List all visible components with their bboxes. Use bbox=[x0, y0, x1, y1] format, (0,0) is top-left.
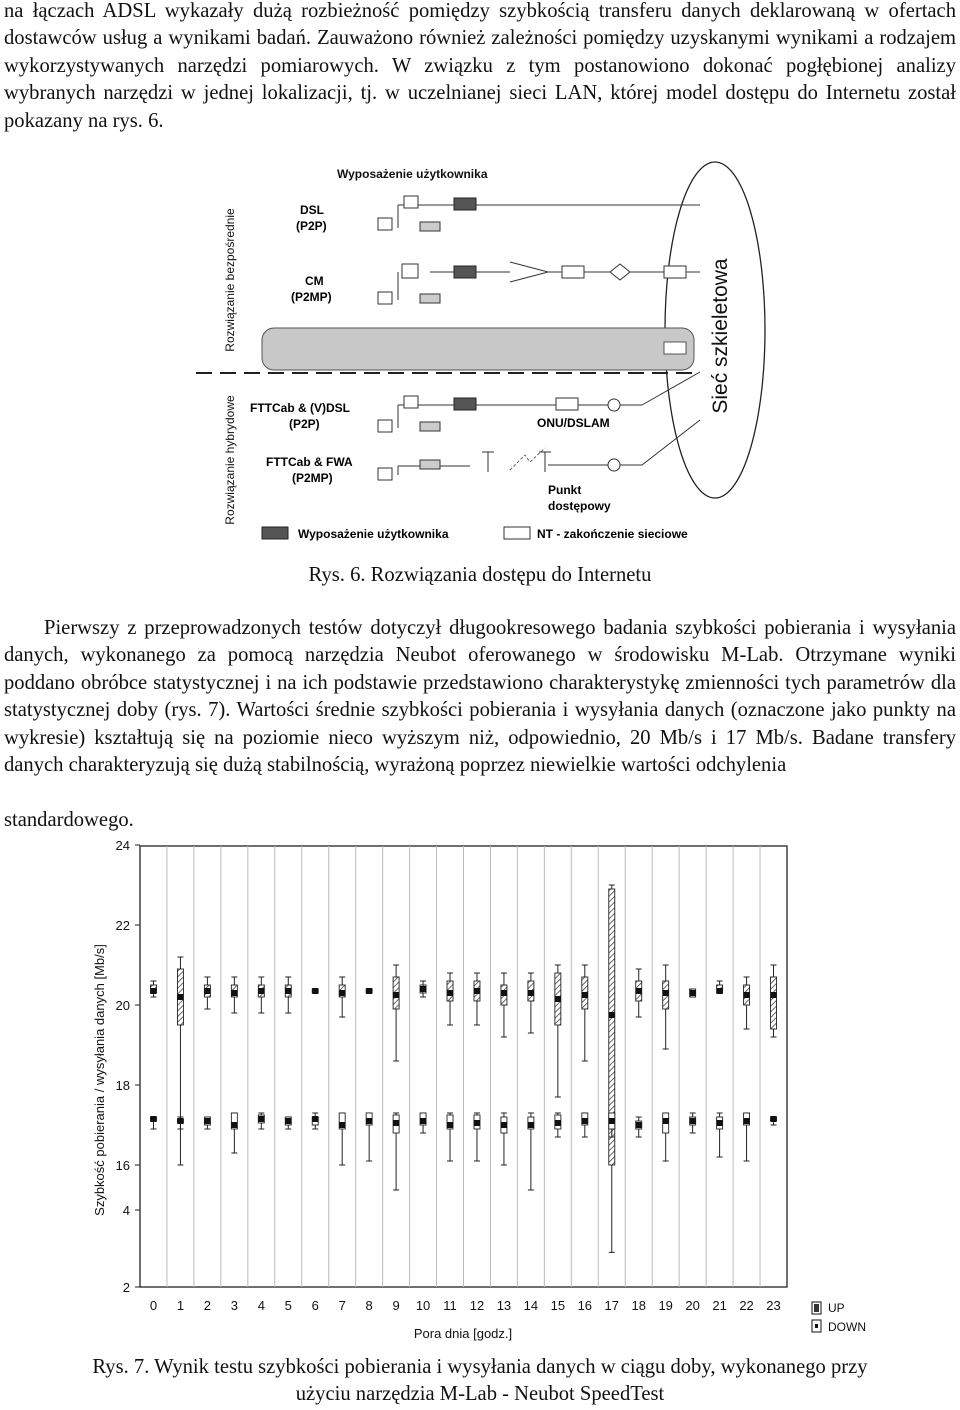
phone-icon bbox=[404, 196, 418, 208]
cm-pc-icon bbox=[378, 292, 392, 304]
up-mean-point bbox=[150, 988, 156, 994]
ap-antenna-icon bbox=[539, 452, 551, 472]
legend-up-swatch-fill bbox=[814, 1304, 819, 1312]
hybrid-solution-label: Rozwiązanie hybrydowe bbox=[223, 395, 237, 525]
legend-down-label: DOWN bbox=[828, 1320, 866, 1334]
x-tick-label: 3 bbox=[230, 1298, 238, 1313]
ap-circle bbox=[608, 459, 620, 471]
down-mean-point bbox=[717, 1120, 723, 1126]
fttcab-fwa-label: FTTCab & FWA bbox=[266, 455, 353, 469]
down-mean-point bbox=[312, 1116, 318, 1122]
fwa-pc-icon bbox=[378, 468, 392, 480]
figure7-caption-line2: użyciu narzędzia M-Lab - Neubot SpeedTest bbox=[295, 1383, 665, 1405]
down-mean-point bbox=[339, 1122, 345, 1128]
down-mean-point bbox=[285, 1118, 291, 1124]
access-point-label: Punkt bbox=[548, 483, 582, 497]
y-tick-label: 24 bbox=[115, 838, 130, 853]
cm-nt-box bbox=[562, 266, 584, 278]
speed-boxplot-chart bbox=[80, 835, 890, 1350]
x-tick-label: 20 bbox=[685, 1298, 700, 1313]
up-mean-point bbox=[339, 990, 345, 996]
up-mean-point bbox=[231, 990, 237, 996]
y-tick-label: 18 bbox=[115, 1078, 130, 1093]
x-tick-label: 12 bbox=[469, 1298, 485, 1313]
down-mean-point bbox=[393, 1120, 399, 1126]
down-mean-point bbox=[528, 1122, 534, 1128]
splitter-icon bbox=[454, 198, 476, 210]
down-mean-point bbox=[501, 1122, 507, 1128]
x-tick-label: 15 bbox=[550, 1298, 566, 1313]
x-tick-label: 21 bbox=[712, 1298, 727, 1313]
x-tick-label: 18 bbox=[631, 1298, 646, 1313]
fttcab-vdsl-label: FTTCab & (V)DSL bbox=[250, 401, 350, 415]
cm-diamond bbox=[610, 264, 630, 280]
up-mean-point bbox=[717, 988, 723, 994]
up-mean-point bbox=[690, 990, 696, 996]
up-mean-point bbox=[177, 994, 183, 1000]
up-mean-point bbox=[663, 990, 669, 996]
cm-sub-label: (P2MP) bbox=[291, 290, 332, 304]
down-mean-point bbox=[744, 1118, 750, 1124]
legend-user-label: Wyposażenie użytkownika bbox=[298, 527, 449, 541]
y-tick-label: 16 bbox=[115, 1158, 130, 1173]
x-tick-label: 1 bbox=[176, 1298, 185, 1313]
x-tick-label: 8 bbox=[365, 1298, 373, 1313]
grey-band bbox=[262, 328, 694, 370]
modem-icon bbox=[420, 222, 440, 231]
x-tick-label: 4 bbox=[257, 1298, 265, 1313]
fttcab-fwa-sub-label: (P2MP) bbox=[292, 471, 333, 485]
dsl-sub-label: (P2P) bbox=[296, 219, 327, 233]
fttcab-vdsl-sub-label: (P2P) bbox=[289, 417, 320, 431]
down-mean-point bbox=[555, 1120, 561, 1126]
up-mean-point bbox=[474, 988, 480, 994]
chart-xlabel: Pora dnia [godz.] bbox=[413, 1326, 513, 1341]
down-mean-point bbox=[204, 1118, 210, 1124]
body-paragraph bbox=[4, 615, 956, 779]
legend-nt-swatch bbox=[504, 527, 530, 539]
x-tick-label: 11 bbox=[443, 1298, 457, 1313]
figure7-caption-line1: Rys. 7. Wynik testu szybkości pobierania i wysyłania danych w ciągu doby, wykonanego przy bbox=[92, 1356, 868, 1378]
onu-circle bbox=[608, 399, 620, 411]
up-mean-point bbox=[528, 990, 534, 996]
x-tick-label: 0 bbox=[149, 1298, 158, 1313]
up-mean-point bbox=[366, 988, 372, 994]
up-mean-point bbox=[771, 992, 777, 998]
x-tick-label: 5 bbox=[284, 1298, 292, 1313]
top-user-equipment-label: Wyposażenie użytkownika bbox=[337, 167, 488, 181]
down-mean-point bbox=[177, 1118, 183, 1124]
up-mean-point bbox=[555, 996, 561, 1002]
vdsl-modem-icon bbox=[420, 422, 440, 431]
down-mean-point bbox=[690, 1118, 696, 1124]
intro-paragraph: na łączach ADSL wykazały dużą rozbieżność pomiędzy szybkością transferu danych deklarowaną w ofertach dostawców usług a wynikami badań. Zauważono również zależności pomiędzy uzyskanymi wynikami a rodzajem wykorzystywanych narzędzi pomiarowych. W związku z tym postanowiono dokonać pogłębionej analizy wybranych narzędzi w jednej lokalizacji, tj. w uczelnianej sieci LAN, której model dostępu do Internetu został pokazany na rys. 6. bbox=[4, 0, 956, 132]
body-paragraph-text: Pierwszy z przeprowadzonych testów dotyczył długookresowego badania szybkości pobierania i wysyłania danych, wykonanego za pomocą narzędzia Neubot oferowanego w środowisku M-Lab. Otrzymane wyniki poddano obróbce statystycznej i na ich podstawie przedstawiono charakterystykę zmienności tych parametrów dla statystycznej doby (rys. 7). Wartości średnie szybkości pobierania i wysyłania danych (oznaczone jako punkty na wykresie) kształtują się na poziomie nieco wyższym niż, odpowiednio, 20 Mb/s i 17 Mb/s. Badane transfery danych charakteryzują się dużą stabilnością, wyrażoną poprzez niewielkie wartości odchylenia bbox=[4, 617, 956, 777]
legend-nt-label: NT - zakończenie sieciowe bbox=[537, 527, 688, 541]
cm-modem-icon bbox=[420, 294, 440, 303]
down-mean-point bbox=[636, 1122, 642, 1128]
legend-up-label: UP bbox=[828, 1301, 845, 1315]
up-mean-point bbox=[582, 992, 588, 998]
cm-nt-box2 bbox=[664, 266, 686, 278]
vdsl-pc-icon bbox=[378, 420, 392, 432]
up-mean-point bbox=[744, 992, 750, 998]
x-tick-label: 23 bbox=[766, 1298, 781, 1313]
up-mean-point bbox=[447, 990, 453, 996]
vdsl-splitter-icon bbox=[454, 398, 476, 410]
up-mean-point bbox=[609, 1012, 615, 1018]
x-tick-label: 17 bbox=[604, 1298, 620, 1313]
legend-down-swatch-mark bbox=[815, 1324, 818, 1328]
x-tick-label: 16 bbox=[577, 1298, 593, 1313]
up-mean-point bbox=[258, 988, 264, 994]
y-tick-label: 2 bbox=[122, 1280, 130, 1295]
cm-label: CM bbox=[305, 274, 324, 288]
figure6-caption: Rys. 6. Rozwiązania dostępu do Internetu bbox=[308, 564, 652, 586]
onu-dslam-label: ONU/DSLAM bbox=[537, 416, 610, 430]
tv-icon bbox=[402, 264, 418, 278]
up-mean-point bbox=[285, 988, 291, 994]
down-mean-point bbox=[609, 1118, 615, 1124]
x-tick-label: 10 bbox=[415, 1298, 431, 1313]
x-tick-label: 2 bbox=[203, 1298, 212, 1313]
up-mean-point bbox=[204, 988, 210, 994]
down-mean-point bbox=[474, 1120, 480, 1126]
down-mean-point bbox=[447, 1122, 453, 1128]
antenna-icon bbox=[482, 452, 494, 472]
up-mean-point bbox=[636, 988, 642, 994]
up-mean-point bbox=[312, 988, 318, 994]
x-tick-label: 22 bbox=[739, 1298, 754, 1313]
down-mean-point bbox=[258, 1116, 264, 1122]
x-tick-label: 19 bbox=[658, 1298, 673, 1313]
down-mean-point bbox=[366, 1118, 372, 1124]
dsl-label: DSL bbox=[300, 203, 324, 217]
up-mean-point bbox=[501, 990, 507, 996]
access-point-sub-label: dostępowy bbox=[548, 499, 611, 513]
fwa-modem-icon bbox=[420, 460, 440, 469]
down-mean-point bbox=[420, 1118, 426, 1124]
down-mean-point bbox=[150, 1116, 156, 1122]
up-mean-point bbox=[393, 992, 399, 998]
up-mean-point bbox=[420, 986, 426, 992]
legend-user-swatch bbox=[262, 527, 288, 539]
direct-solution-label: Rozwiązanie bezpośrednie bbox=[223, 208, 237, 352]
x-tick-label: 6 bbox=[311, 1298, 319, 1313]
chart-ylabel: Szybkość pobierania / wysyłania danych [Mb/s] bbox=[92, 944, 107, 1216]
access-diagram bbox=[190, 155, 770, 550]
body-paragraph-end: standardowego. bbox=[4, 809, 134, 831]
pc-icon bbox=[378, 218, 392, 230]
down-mean-point bbox=[663, 1118, 669, 1124]
y-tick-label: 20 bbox=[115, 998, 130, 1013]
y-tick-label: 22 bbox=[115, 918, 130, 933]
chart-legend bbox=[812, 1301, 866, 1334]
vdsl-nt-box bbox=[556, 398, 578, 410]
up-box bbox=[771, 977, 777, 1029]
x-tick-label: 7 bbox=[338, 1298, 346, 1313]
x-tick-label: 9 bbox=[392, 1298, 400, 1313]
x-tick-label: 14 bbox=[523, 1298, 539, 1313]
cm-splitter-icon bbox=[454, 266, 476, 278]
vdsl-phone-icon bbox=[404, 396, 418, 408]
down-mean-point bbox=[582, 1118, 588, 1124]
down-mean-point bbox=[231, 1122, 237, 1128]
backbone-label: Sieć szkieletowa bbox=[709, 258, 732, 414]
y-tick-label: 4 bbox=[122, 1203, 130, 1218]
down-mean-point bbox=[771, 1116, 777, 1122]
x-tick-label: 13 bbox=[496, 1298, 512, 1313]
radio-link bbox=[510, 448, 545, 470]
nt-box-band bbox=[664, 342, 686, 354]
